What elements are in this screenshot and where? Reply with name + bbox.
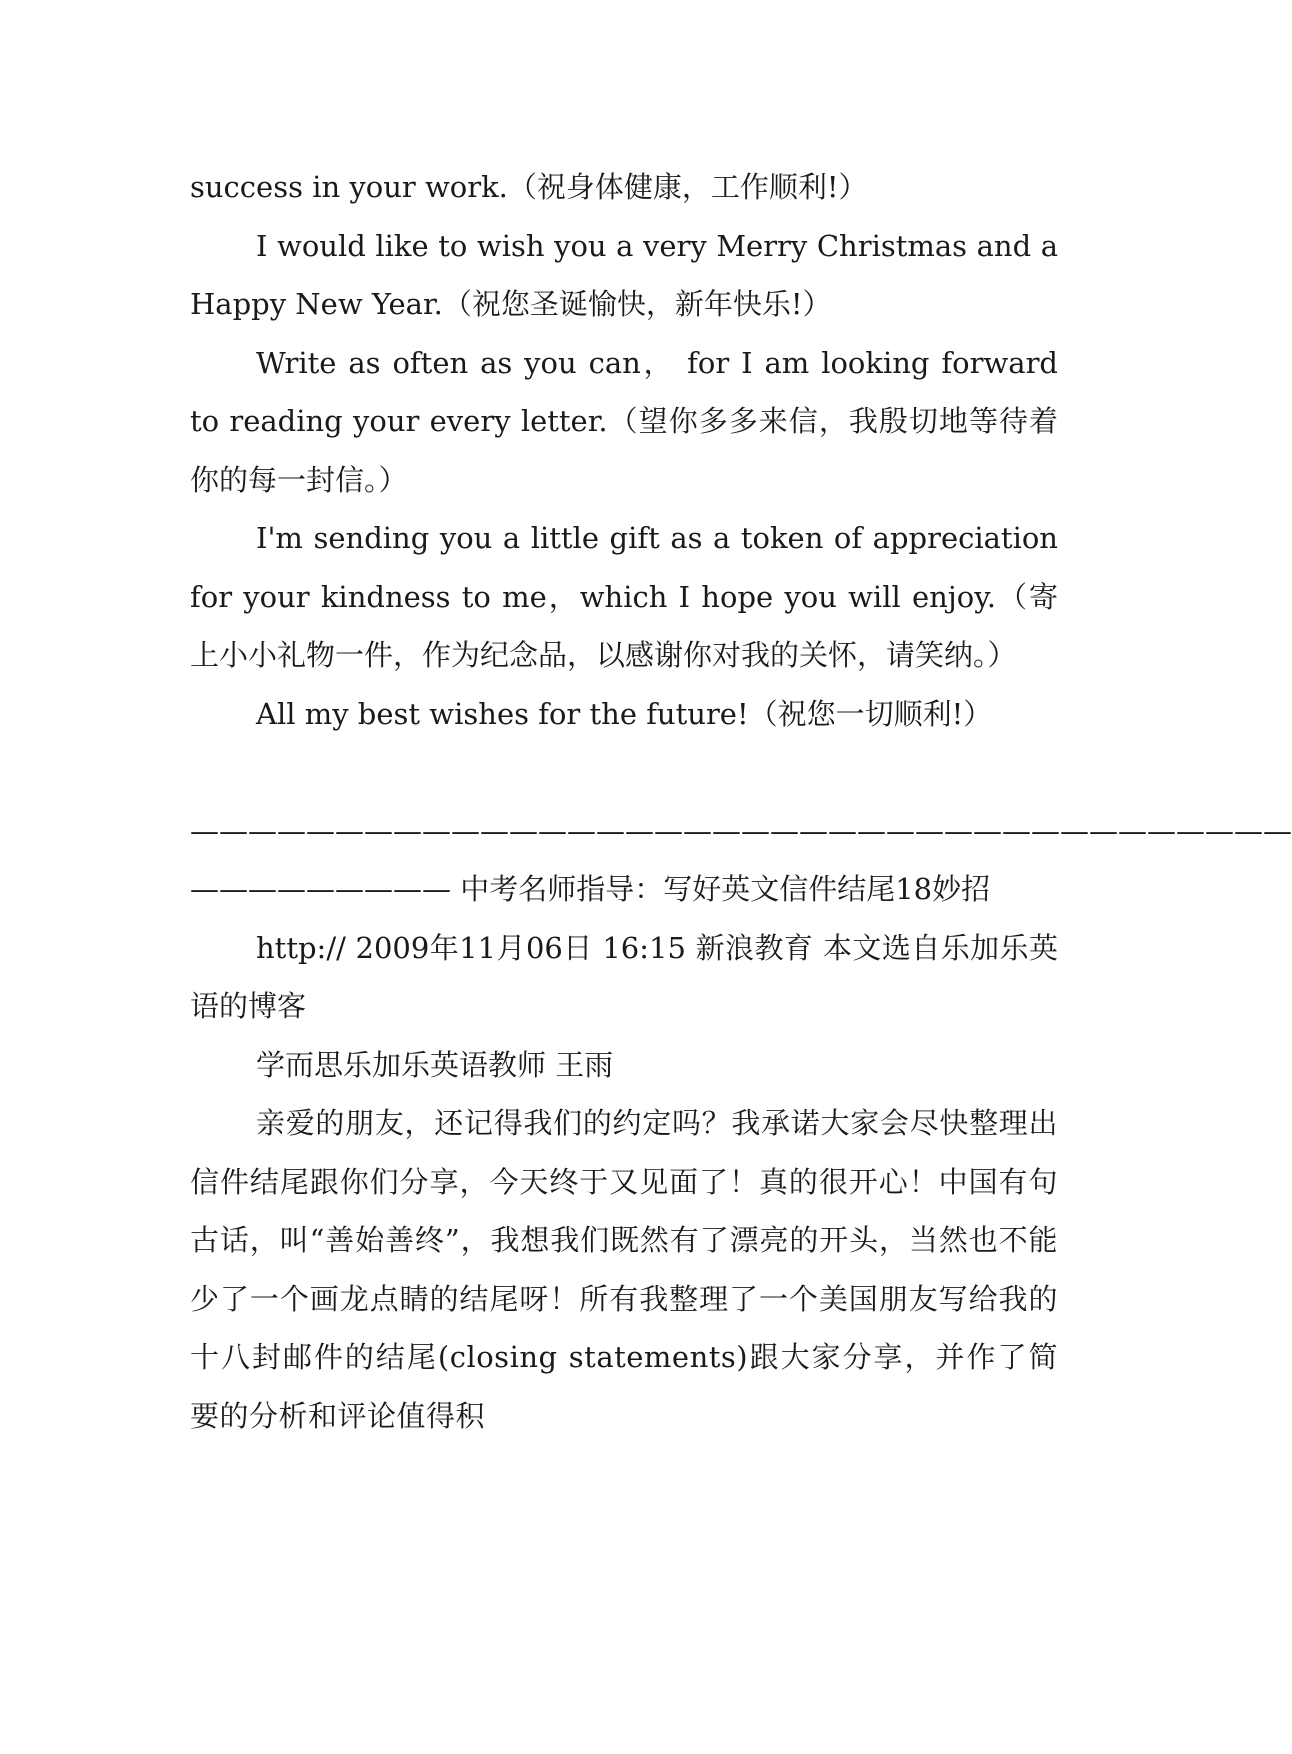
article-title: 中考名师指导：写好英文信件结尾18妙招 bbox=[460, 872, 991, 906]
author-line: 学而思乐加乐英语教师 王雨 bbox=[256, 1047, 614, 1082]
document-body bbox=[190, 158, 1292, 1445]
article-title-line bbox=[190, 860, 1058, 919]
paragraph-closing-christmas: I would like to wish you a very Merry Christmas and a Happy New Year.（祝您圣诞愉快，新年快乐!） bbox=[190, 228, 1058, 321]
separator-rule: —————————————————————————————————————— bbox=[190, 813, 1292, 848]
source-line: http:// 2009年11月06日 16:15 新浪教育 本文选自乐加乐英语的博客 bbox=[190, 930, 1058, 1023]
body-paragraph: 亲爱的朋友，还记得我们的约定吗？我承诺大家会尽快整理出信件结尾跟你们分享，今天终于又见面了！真的很开心！中国有句古话，叫“善始善终”，我想我们既然有了漂亮的开头，当然也不能少了一个画龙点睛的结尾呀！所有我整理了一个美国朋友写给我的十八封邮件的结尾(closing statements)跟大家分享，并作了简要的分析和评论值得积 bbox=[190, 1106, 1058, 1433]
blank-line bbox=[190, 743, 1058, 802]
paragraph-closing-gift: I'm sending you a little gift as a token of appreciation for your kindness to me，which I hope you will enjoy.（寄上小小礼物一件，作为纪念品，以感谢你对我的关怀，请笑纳。） bbox=[190, 521, 1058, 672]
paragraph-closing-health: success in your work.（祝身体健康，工作顺利!） bbox=[190, 170, 868, 204]
separator-rule-short: ————————— bbox=[190, 872, 461, 906]
paragraph-closing-best-wishes: All my best wishes for the future!（祝您一切顺利!） bbox=[256, 696, 993, 731]
paragraph-closing-write-often: Write as often as you can， for I am looking forward to reading your every letter.（望你多多来信，我殷切地等待着你的每一封信。） bbox=[190, 345, 1058, 497]
